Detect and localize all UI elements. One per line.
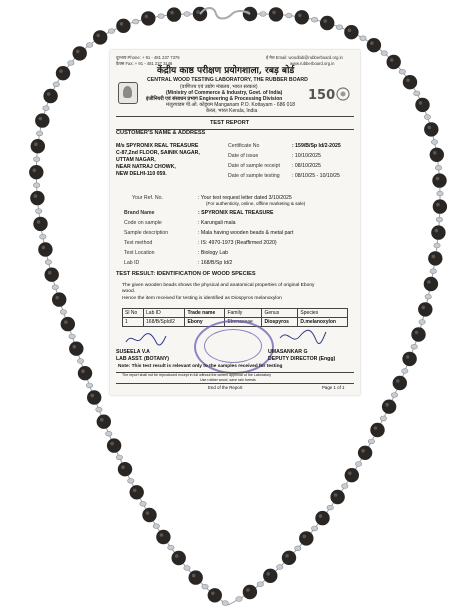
- bead-highlight: [59, 69, 63, 73]
- metal-spacer: [53, 82, 59, 87]
- table-cell: 168/B/SpId/2: [144, 318, 185, 327]
- bead-highlight: [436, 177, 440, 181]
- metal-spacer: [222, 601, 228, 606]
- bead: [418, 302, 432, 316]
- brand-name-value: : SPYRONIX REAL TREASURE: [198, 210, 274, 216]
- bead-highlight: [361, 449, 365, 453]
- bead-highlight: [285, 554, 289, 558]
- customer-heading: CUSTOMER'S NAME & ADDRESS: [116, 130, 206, 136]
- metal-spacer: [69, 334, 75, 339]
- your-ref-label: Your Ref. No.: [132, 195, 163, 201]
- bead: [432, 173, 446, 187]
- bead-highlight: [76, 50, 80, 54]
- customer-line: NEAR NATRAJ CHOWK,: [116, 164, 176, 170]
- table-cell: Diospyros: [262, 318, 298, 327]
- bead-highlight: [42, 246, 46, 250]
- metal-spacer: [419, 320, 425, 325]
- bead: [116, 19, 130, 33]
- bead: [330, 490, 344, 504]
- sample-receipt-label: Date of sample receipt: [228, 163, 280, 169]
- bead: [118, 462, 132, 476]
- bead-highlight: [100, 418, 104, 422]
- metal-spacer: [68, 61, 74, 66]
- bead: [263, 569, 277, 583]
- necklace-clasp: [200, 8, 250, 19]
- bead-highlight: [96, 34, 100, 38]
- sample-testing-value: : 08/10/25 - 10/10/25: [292, 173, 340, 179]
- sample-testing-label: Date of sample testing: [228, 173, 280, 179]
- bead-highlight: [39, 117, 43, 121]
- metal-spacer: [86, 43, 92, 48]
- bead-highlight: [133, 489, 137, 493]
- code-value: : Karungali mala: [198, 220, 236, 226]
- table-cell: Ebony: [185, 318, 225, 327]
- metal-spacer: [184, 12, 190, 17]
- metal-spacer: [34, 157, 40, 162]
- test-method-value: : IS: 4970-1973 (Reaffirmed 2020): [198, 240, 277, 246]
- bead-highlight: [432, 255, 436, 259]
- result-text: Hence the item received for testing is identified as Diospyros melanoxylon: [122, 296, 282, 301]
- bead-highlight: [298, 14, 302, 18]
- bead: [403, 75, 417, 89]
- division-line: इंजीनियरी एवं संसाधन प्रभाग Engineering & Processing Division: [146, 96, 283, 102]
- bead-highlight: [370, 41, 374, 45]
- lab-id-value: : 168/B/Sp Id/2: [198, 260, 233, 266]
- bead: [52, 292, 66, 306]
- customer-line: NEW DELHI-110 059.: [116, 171, 167, 177]
- lab-title-english: CENTRAL WOOD TESTING LABORATORY, THE RUBBER BOARD: [147, 77, 308, 83]
- bead: [431, 225, 445, 239]
- bead-highlight: [170, 11, 174, 15]
- metal-spacer: [311, 17, 317, 22]
- bead: [69, 342, 83, 356]
- bead: [33, 217, 47, 231]
- bead: [367, 38, 381, 52]
- bead-highlight: [374, 426, 378, 430]
- bead-highlight: [334, 493, 338, 497]
- customer-line: UTTAM NAGAR,: [116, 157, 156, 163]
- bead: [387, 55, 401, 69]
- bead-highlight: [433, 151, 437, 155]
- bead-highlight: [120, 22, 124, 26]
- bead-highlight: [246, 588, 250, 592]
- metal-spacer: [436, 217, 442, 222]
- metal-spacer: [140, 501, 146, 506]
- date-of-issue-value: : 10/10/2025: [292, 153, 321, 159]
- lab-id-label: Lab ID: [124, 260, 140, 266]
- bead: [87, 390, 101, 404]
- bead: [97, 415, 111, 429]
- signatory-right-title: DEPUTY DIRECTOR (Engg): [268, 356, 336, 362]
- sample-receipt-value: : 08/10/2025: [292, 163, 321, 169]
- bead: [282, 551, 296, 565]
- bead-highlight: [435, 229, 439, 233]
- bead: [107, 438, 121, 452]
- bead: [38, 242, 52, 256]
- bead: [56, 66, 70, 80]
- your-ref-value: : Your test request letter dated 3/10/2025: [198, 195, 292, 201]
- metal-spacer: [336, 25, 342, 30]
- metal-spacer: [437, 191, 443, 196]
- bead: [402, 352, 416, 366]
- email-line: ई मेल Email: woodlab@rubberboard.org.in: [266, 55, 343, 60]
- table-cell: 1: [123, 318, 144, 327]
- table-cell: D.melanoxylon: [298, 318, 348, 327]
- signature-left: [124, 330, 168, 348]
- customer-line: C-87,2nd FLOOR, SAINIK NAGAR,: [116, 150, 200, 156]
- metal-spacer: [257, 582, 263, 587]
- metal-spacer: [430, 269, 436, 274]
- bead: [415, 98, 429, 112]
- bead-highlight: [427, 280, 431, 284]
- bead-highlight: [348, 471, 352, 475]
- metal-spacer: [435, 165, 441, 170]
- bead: [73, 46, 87, 60]
- metal-spacer: [168, 545, 174, 550]
- bead-highlight: [81, 369, 85, 373]
- signature-right: [278, 328, 328, 346]
- bead: [189, 570, 203, 584]
- metal-spacer: [153, 524, 159, 529]
- bead-highlight: [419, 101, 423, 105]
- bead: [61, 317, 75, 331]
- signatory-left-name: SUSEELA V.A: [116, 349, 150, 355]
- bead: [142, 508, 156, 522]
- metal-spacer: [402, 369, 408, 374]
- bead-highlight: [303, 535, 307, 539]
- metal-spacer: [381, 51, 387, 56]
- bead-highlight: [90, 394, 94, 398]
- bead: [428, 251, 442, 265]
- metal-spacer: [424, 115, 430, 120]
- bead: [424, 122, 438, 136]
- table-header-cell: Trade name: [185, 309, 225, 318]
- bead: [156, 530, 170, 544]
- test-location-label: Test Location: [124, 250, 155, 256]
- report-title: TEST REPORT: [210, 120, 250, 126]
- svg-text:150: 150: [308, 88, 336, 103]
- bead-highlight: [146, 511, 150, 515]
- bead-highlight: [272, 11, 276, 15]
- date-of-issue-label: Date of issue: [228, 153, 259, 159]
- bead: [430, 148, 444, 162]
- bead: [320, 16, 334, 30]
- bead: [29, 165, 43, 179]
- bead-highlight: [436, 203, 440, 207]
- bead: [345, 468, 359, 482]
- address-line: मंजुरपाडम पी.ओ. कोट्टयम Manganam P.O. Kottayam - 686 018: [166, 102, 296, 108]
- metal-spacer: [434, 243, 440, 248]
- bead-highlight: [406, 355, 410, 359]
- metal-spacer: [133, 19, 139, 24]
- bead: [269, 7, 283, 21]
- certificate-no-value: : 159/B/Sp Id/2-2025: [292, 143, 341, 149]
- ministry-hindi: (वाणिज्य एवं उद्योग मंत्रालय, भारत सरकार): [180, 84, 258, 90]
- end-of-report: End of the Report: [208, 385, 243, 390]
- metal-spacer: [368, 439, 374, 444]
- metal-spacer: [33, 183, 39, 188]
- metal-spacer: [355, 462, 361, 467]
- header-divider: [116, 116, 354, 117]
- address-state: केरल, भारत Kerala, India: [206, 108, 258, 114]
- metal-spacer: [36, 209, 42, 214]
- metal-spacer: [43, 106, 49, 111]
- bead: [358, 446, 372, 460]
- metal-spacer: [96, 407, 102, 412]
- bead: [93, 30, 107, 44]
- sample-description-value: : Mala having wooden beads & metal part: [198, 230, 294, 236]
- metal-spacer: [342, 484, 348, 489]
- metal-spacer: [184, 566, 190, 571]
- bead-highlight: [73, 345, 77, 349]
- table-header-cell: Sl No: [123, 309, 144, 318]
- metal-spacer: [286, 13, 292, 18]
- bead: [172, 551, 186, 565]
- page-number: Page 1 of 1: [322, 385, 345, 390]
- code-label: Code on sample: [124, 220, 162, 226]
- table-cell: Ebenaceae: [225, 318, 262, 327]
- bead: [30, 191, 44, 205]
- result-text: wood.: [122, 289, 136, 294]
- metal-spacer: [327, 505, 333, 510]
- bead-highlight: [34, 142, 38, 146]
- phone-line: दूरभाष Phone: + 91 - 481 237 7376: [116, 55, 180, 60]
- bead: [393, 376, 407, 390]
- bead: [78, 366, 92, 380]
- table-header-cell: Lab ID: [144, 309, 185, 318]
- bead: [433, 199, 447, 213]
- metal-spacer: [411, 344, 417, 349]
- metal-spacer: [128, 478, 134, 483]
- signatory-right-name: UMASANKAR G: [268, 349, 308, 355]
- bead: [243, 585, 257, 599]
- metal-spacer: [360, 36, 366, 41]
- metal-spacer: [52, 285, 58, 290]
- anniversary-150-logo: [306, 85, 350, 103]
- metal-spacer: [311, 526, 317, 531]
- bead-highlight: [145, 15, 149, 19]
- bead-highlight: [192, 574, 196, 578]
- ministry-english: (Ministry of Commerce & Industry, Govt. of India): [166, 90, 283, 96]
- state-emblem-logo: [118, 82, 138, 104]
- metal-spacer: [431, 140, 437, 145]
- signatory-left-title: LAB ASST. (BOTANY): [116, 356, 170, 362]
- bead-highlight: [55, 296, 59, 300]
- note-text-secondary: The report shall not be reproduced except in full without the written approval of the Laboratory: [122, 373, 272, 377]
- bead: [370, 423, 384, 437]
- fax-line: फ़ैक्स Fax: + 91 - 481 237 3146: [116, 61, 173, 66]
- metal-spacer: [36, 131, 42, 136]
- bead-highlight: [47, 92, 51, 96]
- test-report-certificate: [110, 50, 360, 395]
- bead-highlight: [396, 379, 400, 383]
- metal-spacer: [236, 597, 242, 602]
- metal-spacer: [425, 294, 431, 299]
- metal-spacer: [40, 234, 46, 239]
- metal-spacer: [260, 12, 266, 17]
- note-text: Note: This test result is relevant only to the samples received for testing: [118, 364, 283, 369]
- test-method-label: Test method: [124, 240, 153, 246]
- bead: [141, 11, 155, 25]
- bead-highlight: [160, 533, 164, 537]
- result-heading: TEST RESULT: IDENTIFICATION OF WOOD SPECIES: [116, 271, 256, 277]
- bead: [295, 10, 309, 24]
- sample-description-label: Sample description: [124, 230, 169, 236]
- bead-highlight: [323, 19, 327, 23]
- result-text: The given wooden beads shows the physical and anatomical properties of original Ebony: [122, 283, 315, 288]
- metal-spacer: [277, 565, 283, 570]
- bead-highlight: [428, 126, 432, 130]
- bead-highlight: [422, 306, 426, 310]
- bead: [43, 89, 57, 103]
- metal-spacer: [77, 359, 83, 364]
- bead-highlight: [348, 28, 352, 32]
- bead-highlight: [415, 331, 419, 335]
- bead-highlight: [319, 514, 323, 518]
- metal-spacer: [45, 260, 51, 265]
- your-ref-note: (For authenticity, online, offline marketing & sale): [206, 201, 306, 206]
- bead: [167, 7, 181, 21]
- bead: [382, 400, 396, 414]
- customer-line: M/s SPYRONIX REAL TREASURE: [116, 143, 199, 149]
- table-header-cell: Species: [298, 309, 348, 318]
- table-header-row: [123, 309, 348, 318]
- bead: [45, 268, 59, 282]
- bead-highlight: [196, 10, 200, 14]
- bead: [344, 25, 358, 39]
- metal-spacer: [86, 383, 92, 388]
- bead-highlight: [64, 320, 68, 324]
- bead-highlight: [385, 403, 389, 407]
- bead: [130, 485, 144, 499]
- bead-highlight: [33, 168, 37, 172]
- bead-highlight: [37, 220, 41, 224]
- metal-spacer: [295, 546, 301, 551]
- website-line: www.rubberboard.org.in: [290, 61, 335, 66]
- bead-highlight: [34, 194, 38, 198]
- bead: [31, 139, 45, 153]
- bead: [424, 277, 438, 291]
- metal-spacer: [116, 455, 122, 460]
- brand-name-label: Brand Name: [124, 210, 155, 216]
- note-text-tertiary: Use rubber wood, save rain forests: [200, 378, 256, 382]
- bead: [299, 531, 313, 545]
- bead: [411, 327, 425, 341]
- test-location-value: : Biology Lab: [198, 250, 228, 256]
- bead: [208, 588, 222, 602]
- metal-spacer: [106, 431, 112, 436]
- bead-highlight: [121, 465, 125, 469]
- bead-highlight: [267, 572, 271, 576]
- bead-highlight: [406, 78, 410, 82]
- bead-highlight: [110, 442, 114, 446]
- bead: [35, 113, 49, 127]
- metal-spacer: [60, 310, 66, 315]
- metal-spacer: [380, 416, 386, 421]
- bead-highlight: [390, 58, 394, 62]
- certificate-no-label: Certificate No: [228, 143, 260, 149]
- bead-highlight: [48, 271, 52, 275]
- metal-spacer: [202, 584, 208, 589]
- lab-title-hindi: केंद्रीय काष्ठ परीक्षण प्रयोगशाला, रबड़ बोर्ड: [157, 66, 295, 76]
- bead: [315, 511, 329, 525]
- bead-highlight: [175, 554, 179, 558]
- table-header-cell: Genus: [262, 309, 298, 318]
- metal-spacer: [414, 91, 420, 96]
- metal-spacer: [108, 29, 114, 34]
- metal-spacer: [158, 14, 164, 19]
- metal-spacer: [399, 69, 405, 74]
- table-header-cell: Family: [225, 309, 262, 318]
- metal-spacer: [391, 393, 397, 398]
- bead-highlight: [211, 592, 215, 596]
